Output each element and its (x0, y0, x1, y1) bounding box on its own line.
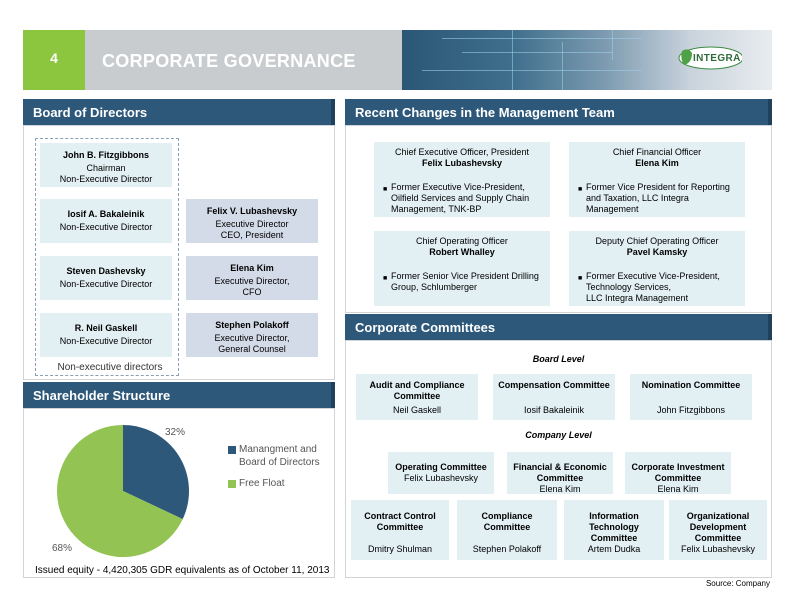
legend-label-free-float: Free Float (239, 478, 285, 489)
pie-value-label: 32% (165, 427, 186, 438)
committee-name: Financial & Economic Committee (513, 462, 607, 483)
board-heading: Board of Directors (33, 105, 148, 120)
shareholder-heading-bar (23, 382, 335, 408)
management-heading-bar (345, 99, 772, 125)
board-heading-bar (23, 99, 335, 125)
committee-name: Contract Control Committee (364, 511, 436, 532)
person-name: Elena Kim (635, 158, 679, 168)
source-note: Source: Company (705, 579, 770, 588)
director-role: Executive Director, (214, 333, 290, 343)
management-card: Deputy Chief Operating Officer Pavel Kamsky ■ Former Executive Vice-President, Technology Services, LLC Integra Management (569, 231, 745, 306)
director-name: Stephen Polakoff (215, 320, 289, 330)
page-title: CORPORATE GOVERNANCE (102, 51, 356, 71)
director-card (40, 256, 172, 300)
pie-value-label: 68% (52, 543, 73, 554)
committee-name: Information Technology Committee (589, 511, 639, 543)
director-role: Executive Director, (214, 276, 290, 286)
background-text: LLC Integra Management (586, 293, 689, 303)
background-text: Former Executive Vice-President, Oilfield Services and Supply Chain Management, TNK-BP (391, 182, 530, 214)
committee-chair: Felix Lubashevsky (403, 473, 479, 483)
committee-chair: Neil Gaskell (392, 405, 441, 415)
committee-chair: John Fitzgibbons (656, 405, 726, 415)
committee-card (669, 500, 767, 560)
board-level-label: Board Level (532, 354, 585, 364)
committee-card (630, 374, 752, 420)
director-card (186, 313, 318, 357)
background-text: Former Senior Vice President Drilling Group, Schlumberger (391, 271, 539, 292)
committee-card (564, 500, 664, 560)
director-name: Felix V. Lubashevsky (206, 206, 298, 216)
director-card (40, 313, 172, 357)
committee-name: Operating Committee (395, 462, 487, 472)
director-role: General Counsel (218, 344, 286, 354)
committees-heading: Corporate Committees (355, 320, 496, 335)
background-text: Former Executive Vice-President, Technology Services, (586, 271, 720, 292)
non-exec-label: Non-executive directors (57, 362, 163, 373)
logo-text: INTEGRA (693, 53, 741, 64)
person-name: Pavel Kamsky (626, 247, 688, 257)
committee-name: Nomination Committee (641, 380, 741, 390)
director-role: CEO, President (220, 230, 284, 240)
committee-chair: Stephen Polakoff (472, 544, 542, 554)
committee-name: Compensation Committee (498, 380, 610, 390)
director-role: Non-Executive Director (59, 279, 153, 289)
committee-chair: Felix Lubashevsky (680, 544, 756, 554)
committee-card (493, 374, 615, 420)
committee-card (457, 500, 557, 560)
committee-card (351, 500, 449, 560)
director-name: Elena Kim (230, 263, 274, 273)
position-title: Chief Operating Officer (416, 236, 508, 246)
committee-card (625, 452, 731, 494)
page-number-box (23, 30, 85, 90)
committee-chair: Artem Dudka (587, 544, 641, 554)
director-role: Non-Executive Director (59, 336, 153, 346)
person-name: Robert Whalley (429, 247, 495, 257)
director-role: Non-Executive Director (59, 174, 153, 184)
director-card (186, 256, 318, 300)
page-number: 4 (50, 50, 58, 66)
committee-name: Organizational Development Committee (686, 511, 750, 543)
committee-chair: Elena Kim (539, 484, 581, 494)
company-level-label: Company Level (525, 430, 592, 440)
shareholder-pie-chart (55, 423, 191, 559)
committee-name: Audit and Compliance Committee (369, 380, 465, 401)
director-card (40, 143, 172, 187)
committee-chair: Elena Kim (657, 484, 699, 494)
director-role: Executive Director (215, 219, 289, 229)
management-card: Chief Financial Officer Elena Kim ■ Former Vice President for Reporting and Taxation, LLC Integra Management (569, 142, 745, 217)
committee-chair: Dmitry Shulman (367, 544, 432, 554)
director-role: Chairman (86, 163, 126, 173)
legend-swatch-management (228, 446, 236, 454)
committee-name: Corporate Investment Committee (631, 462, 725, 483)
management-card: Chief Executive Officer, President Felix Lubashevsky ■ Former Executive Vice-President, Oilfield Services and Supply Chain Management, TNK-BP (374, 142, 550, 217)
legend-label-management: Manangment and Board of Directors (239, 444, 320, 468)
committee-chair: Iosif Bakaleinik (523, 405, 585, 415)
legend-swatch-free-float (228, 480, 236, 488)
director-name: Iosif A. Bakaleinik (67, 209, 145, 219)
position-title: Deputy Chief Operating Officer (595, 236, 719, 246)
position-title: Chief Financial Officer (612, 147, 702, 157)
person-name: Felix Lubashevsky (421, 158, 503, 168)
committee-card (388, 452, 494, 494)
director-name: Steven Dashevsky (66, 266, 146, 276)
director-name: R. Neil Gaskell (74, 323, 138, 333)
committees-heading-bar (345, 314, 772, 340)
director-role: Non-Executive Director (59, 222, 153, 232)
position-title: Chief Executive Officer, President (395, 147, 529, 157)
shareholder-heading: Shareholder Structure (33, 388, 171, 403)
director-card (186, 199, 318, 243)
director-card (40, 199, 172, 243)
director-role: CFO (242, 287, 262, 297)
director-name: John B. Fitzgibbons (63, 150, 149, 160)
committee-card (356, 374, 478, 420)
management-heading: Recent Changes in the Management Team (355, 105, 615, 120)
issued-equity-note: Issued equity - 4,420,305 GDR equivalents as of October 11, 2013 (35, 565, 330, 576)
background-text: Former Vice President for Reporting and Taxation, LLC Integra Management (586, 182, 730, 214)
committee-name: Compliance Committee (481, 511, 533, 532)
committee-card (507, 452, 613, 494)
management-card: Chief Operating Officer Robert Whalley ■ Former Senior Vice President Drilling Group, Schlumberger (374, 231, 550, 306)
